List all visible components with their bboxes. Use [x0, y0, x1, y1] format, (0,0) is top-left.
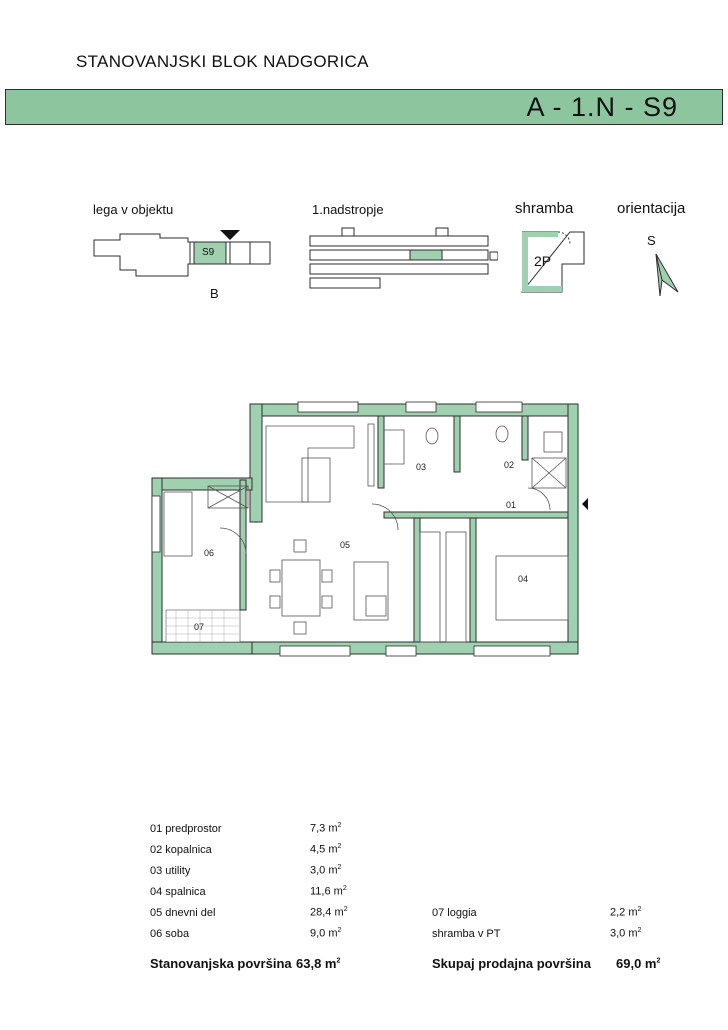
room-label-05: 05: [340, 540, 351, 550]
area-row: [150, 839, 348, 860]
area-row-name: shramba v PT: [432, 927, 501, 940]
room-label-04: 04: [518, 574, 529, 584]
area-row-name: 06 soba: [150, 927, 190, 940]
room-label-01: 01: [506, 500, 517, 510]
orientation-letter: S: [647, 233, 656, 248]
entrance-marker-icon: [220, 230, 240, 240]
project-title: STANOVANJSKI BLOK NADGORICA: [76, 52, 369, 71]
area-row-name: 07 loggia: [432, 906, 477, 919]
sale-area-value: 69,0 $m^2$: [616, 956, 661, 971]
area-row-name: 03 utility: [150, 864, 191, 877]
area-row-value: 9,0 $m^2$: [310, 927, 342, 940]
area-row: [150, 860, 348, 881]
room-label-02: 02: [504, 460, 515, 470]
area-row-value: 28,4 $m^2$: [310, 906, 348, 919]
area-row-value: 3,0 $m^2$: [610, 927, 642, 940]
position-label: lega v objektu: [93, 202, 174, 217]
area-row: [150, 902, 348, 923]
floor-plan: [148, 400, 588, 664]
storage-label: shramba: [515, 200, 574, 217]
room-label-03: 03: [416, 462, 427, 472]
area-row-value: 2,2 $m^2$: [610, 906, 642, 919]
living-area-value: 63,8 $m^2$: [296, 956, 341, 971]
area-row-name: 01 predprostor: [150, 822, 222, 835]
area-row-name: 05 dnevni del: [150, 906, 216, 919]
area-row: [150, 881, 348, 902]
entrance-arrow-icon: [582, 496, 588, 512]
extra-area-row: [432, 923, 641, 944]
building-letter: B: [210, 286, 219, 301]
north-arrow-icon: [650, 252, 684, 298]
storage-tag: 2P: [534, 253, 552, 269]
area-row-name: 02 kopalnica: [150, 843, 212, 856]
area-row-value: 3,0 $m^2$: [310, 864, 342, 877]
room-label-06: 06: [204, 548, 215, 558]
extra-area-table: [432, 902, 641, 944]
sale-area-label: Skupaj prodajna površina: [432, 956, 591, 971]
building-key-plan: [90, 226, 280, 282]
area-row: [150, 818, 348, 839]
room-area-table: [150, 818, 348, 944]
living-area-label: Stanovanjska površina: [150, 956, 292, 971]
storage-key-plan: [518, 228, 588, 296]
floor-key-plan: [308, 226, 498, 292]
unit-code: A - 1.N - S9: [526, 92, 678, 122]
unit-code-bar: [5, 89, 723, 125]
orientation-label: orientacija: [617, 200, 686, 217]
room-label-07: 07: [194, 622, 205, 632]
area-row-name: 04 spalnica: [150, 885, 206, 898]
extra-area-row: [432, 902, 641, 923]
floor-label: 1.nadstropje: [312, 202, 384, 217]
area-row-value: 7,3 $m^2$: [310, 822, 342, 835]
unit-tag: S9: [202, 247, 215, 258]
area-row-value: 4,5 $m^2$: [310, 843, 342, 856]
floor-unit-highlight: [410, 250, 442, 260]
area-row: [150, 923, 348, 944]
area-row-value: 11,6 $m^2$: [310, 885, 347, 898]
